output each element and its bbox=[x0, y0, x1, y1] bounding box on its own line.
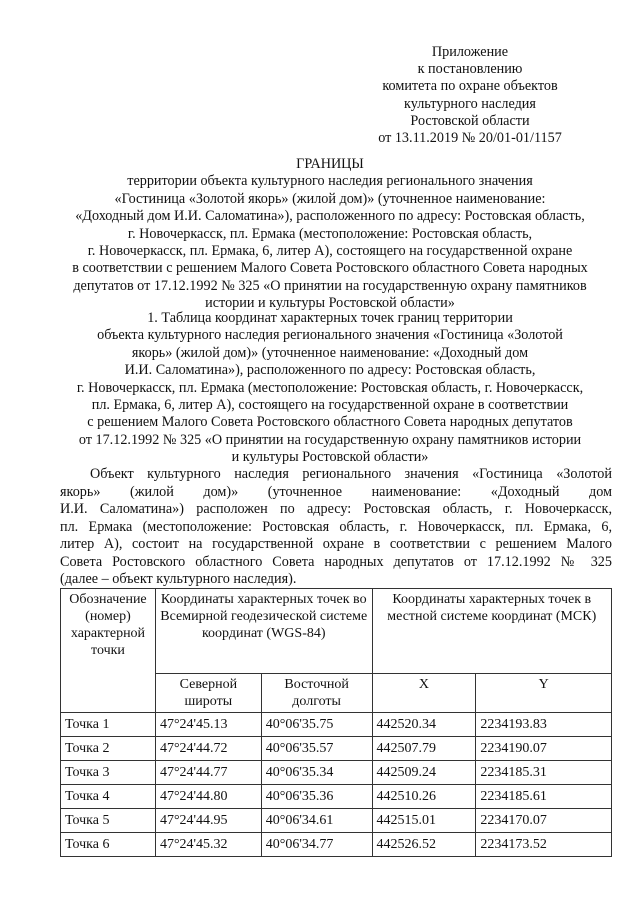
y-cell: 2234190.07 bbox=[476, 737, 612, 761]
section-line: и культуры Ростовской области» bbox=[231, 449, 429, 466]
appendix-line: комитета по охране объектов bbox=[382, 78, 558, 95]
table-row bbox=[61, 713, 612, 737]
latitude-cell: 47°24'44.77 bbox=[155, 761, 261, 785]
latitude-cell: 47°24'44.80 bbox=[155, 785, 261, 809]
document-title bbox=[60, 156, 600, 313]
header-point-designation: Обозначение (номер) характерной точки bbox=[61, 589, 156, 713]
paragraph-line: Объект культурного наследия регионального значения «Гостиница «Золотой bbox=[90, 466, 612, 482]
y-cell: 2234170.07 bbox=[476, 809, 612, 833]
longitude-cell: 40°06'35.36 bbox=[261, 785, 372, 809]
table-row bbox=[61, 785, 612, 809]
appendix-line: к постановлению bbox=[417, 61, 523, 78]
header-east-longitude: Восточной долготы bbox=[261, 674, 372, 713]
point-cell: Точка 6 bbox=[61, 833, 156, 857]
point-cell: Точка 1 bbox=[61, 713, 156, 737]
section-line: 1. Таблица координат характерных точек границ территории bbox=[147, 310, 513, 326]
x-cell: 442515.01 bbox=[372, 809, 476, 833]
latitude-cell: 47°24'45.13 bbox=[155, 713, 261, 737]
header-north-latitude: Северной широты bbox=[155, 674, 261, 713]
paragraph-line: И.И. Саломатина») расположен по адресу: Ростовская область, г. Новочеркасск, bbox=[60, 501, 612, 517]
title-line: в соответствии с решением Малого Совета Ростовского областного Совета народных bbox=[72, 260, 588, 277]
section-line: от 17.12.1992 № 325 «О принятии на государственную охрану памятников истории bbox=[78, 431, 582, 448]
header-msk: Координаты характерных точек в местной системе координат (МСК) bbox=[372, 589, 611, 674]
x-cell: 442510.26 bbox=[372, 785, 476, 809]
appendix-line: Приложение bbox=[431, 44, 509, 60]
paragraph-line: якорь» (жилой дом)» (уточненное наименование: «Доходный дом bbox=[60, 483, 612, 500]
x-cell: 442526.52 bbox=[372, 833, 476, 857]
section-line: объекта культурного наследия регионального значения «Гостиница «Золотой bbox=[97, 327, 563, 344]
latitude-cell: 47°24'45.32 bbox=[155, 833, 261, 857]
longitude-cell: 40°06'34.77 bbox=[261, 833, 372, 857]
table-row bbox=[61, 809, 612, 833]
title-line: депутатов от 17.12.1992 № 325 «О принятии на государственную охрану памятников bbox=[73, 277, 587, 294]
y-cell: 2234185.31 bbox=[476, 761, 612, 785]
title-heading: ГРАНИЦЫ bbox=[296, 156, 364, 172]
title-line: «Гостиница «Золотой якорь» (жилой дом)» (уточненное наименование: bbox=[114, 190, 546, 207]
body-paragraph bbox=[60, 466, 612, 589]
section-heading bbox=[60, 310, 600, 467]
longitude-cell: 40°06'34.61 bbox=[261, 809, 372, 833]
paragraph-line: пл. Ермака (местоположение: Ростовская область, г. Новочеркасск, пл. Ермака, 6, bbox=[60, 518, 612, 535]
x-cell: 442520.34 bbox=[372, 713, 476, 737]
paragraph-line: Совета Ростовского областного Совета народных депутатов от 17.12.1992 № 325 bbox=[60, 553, 612, 570]
header-y: Y bbox=[476, 674, 612, 713]
section-line: с решением Малого Совета Ростовского областного Совета народных депутатов bbox=[87, 414, 573, 431]
latitude-cell: 47°24'44.95 bbox=[155, 809, 261, 833]
table-row bbox=[61, 761, 612, 785]
y-cell: 2234193.83 bbox=[476, 713, 612, 737]
x-cell: 442509.24 bbox=[372, 761, 476, 785]
header-wgs84: Координаты характерных точек во Всемирной геодезической системе координат (WGS-84) bbox=[155, 589, 372, 674]
section-line: г. Новочеркасск, пл. Ермака (местоположение: Ростовская область, г. Новочеркасск, bbox=[76, 379, 584, 396]
point-cell: Точка 4 bbox=[61, 785, 156, 809]
point-cell: Точка 3 bbox=[61, 761, 156, 785]
appendix-line: от 13.11.2019 № 20/01-01/1157 bbox=[378, 130, 562, 147]
y-cell: 2234185.61 bbox=[476, 785, 612, 809]
header-x: X bbox=[372, 674, 476, 713]
point-cell: Точка 5 bbox=[61, 809, 156, 833]
appendix-block bbox=[340, 44, 600, 147]
section-line: пл. Ермака, 6, литер А), состоящего на государственной охране в соответствии bbox=[91, 397, 569, 414]
x-cell: 442507.79 bbox=[372, 737, 476, 761]
coordinates-table bbox=[60, 588, 612, 857]
title-line: г. Новочеркасск, пл. Ермака, 6, литер А), состоящего на государственной охране bbox=[87, 243, 573, 260]
y-cell: 2234173.52 bbox=[476, 833, 612, 857]
title-line: «Доходный дом И.И. Саломатина»), расположенного по адресу: Ростовская область, bbox=[75, 208, 585, 225]
title-line: территории объекта культурного наследия регионального значения bbox=[127, 173, 533, 190]
paragraph-line: (далее – объект культурного наследия). bbox=[60, 571, 297, 587]
appendix-line: культурного наследия bbox=[404, 95, 536, 112]
title-line: истории и культуры Ростовской области» bbox=[205, 295, 455, 312]
paragraph-line: литер А), состоит на государственной охране в соответствии с решением Малого bbox=[60, 536, 612, 552]
section-line: якорь» (жилой дом)» (уточненное наименование: «Доходный дом bbox=[131, 344, 529, 361]
longitude-cell: 40°06'35.34 bbox=[261, 761, 372, 785]
longitude-cell: 40°06'35.57 bbox=[261, 737, 372, 761]
table-row bbox=[61, 833, 612, 857]
title-line: г. Новочеркасск, пл. Ермака (местоположение: Ростовская область, bbox=[127, 225, 533, 242]
latitude-cell: 47°24'44.72 bbox=[155, 737, 261, 761]
table-row bbox=[61, 737, 612, 761]
appendix-line: Ростовской области bbox=[410, 112, 530, 129]
section-line: И.И. Саломатина»), расположенного по адресу: Ростовская область, bbox=[124, 362, 536, 379]
longitude-cell: 40°06'35.75 bbox=[261, 713, 372, 737]
point-cell: Точка 2 bbox=[61, 737, 156, 761]
